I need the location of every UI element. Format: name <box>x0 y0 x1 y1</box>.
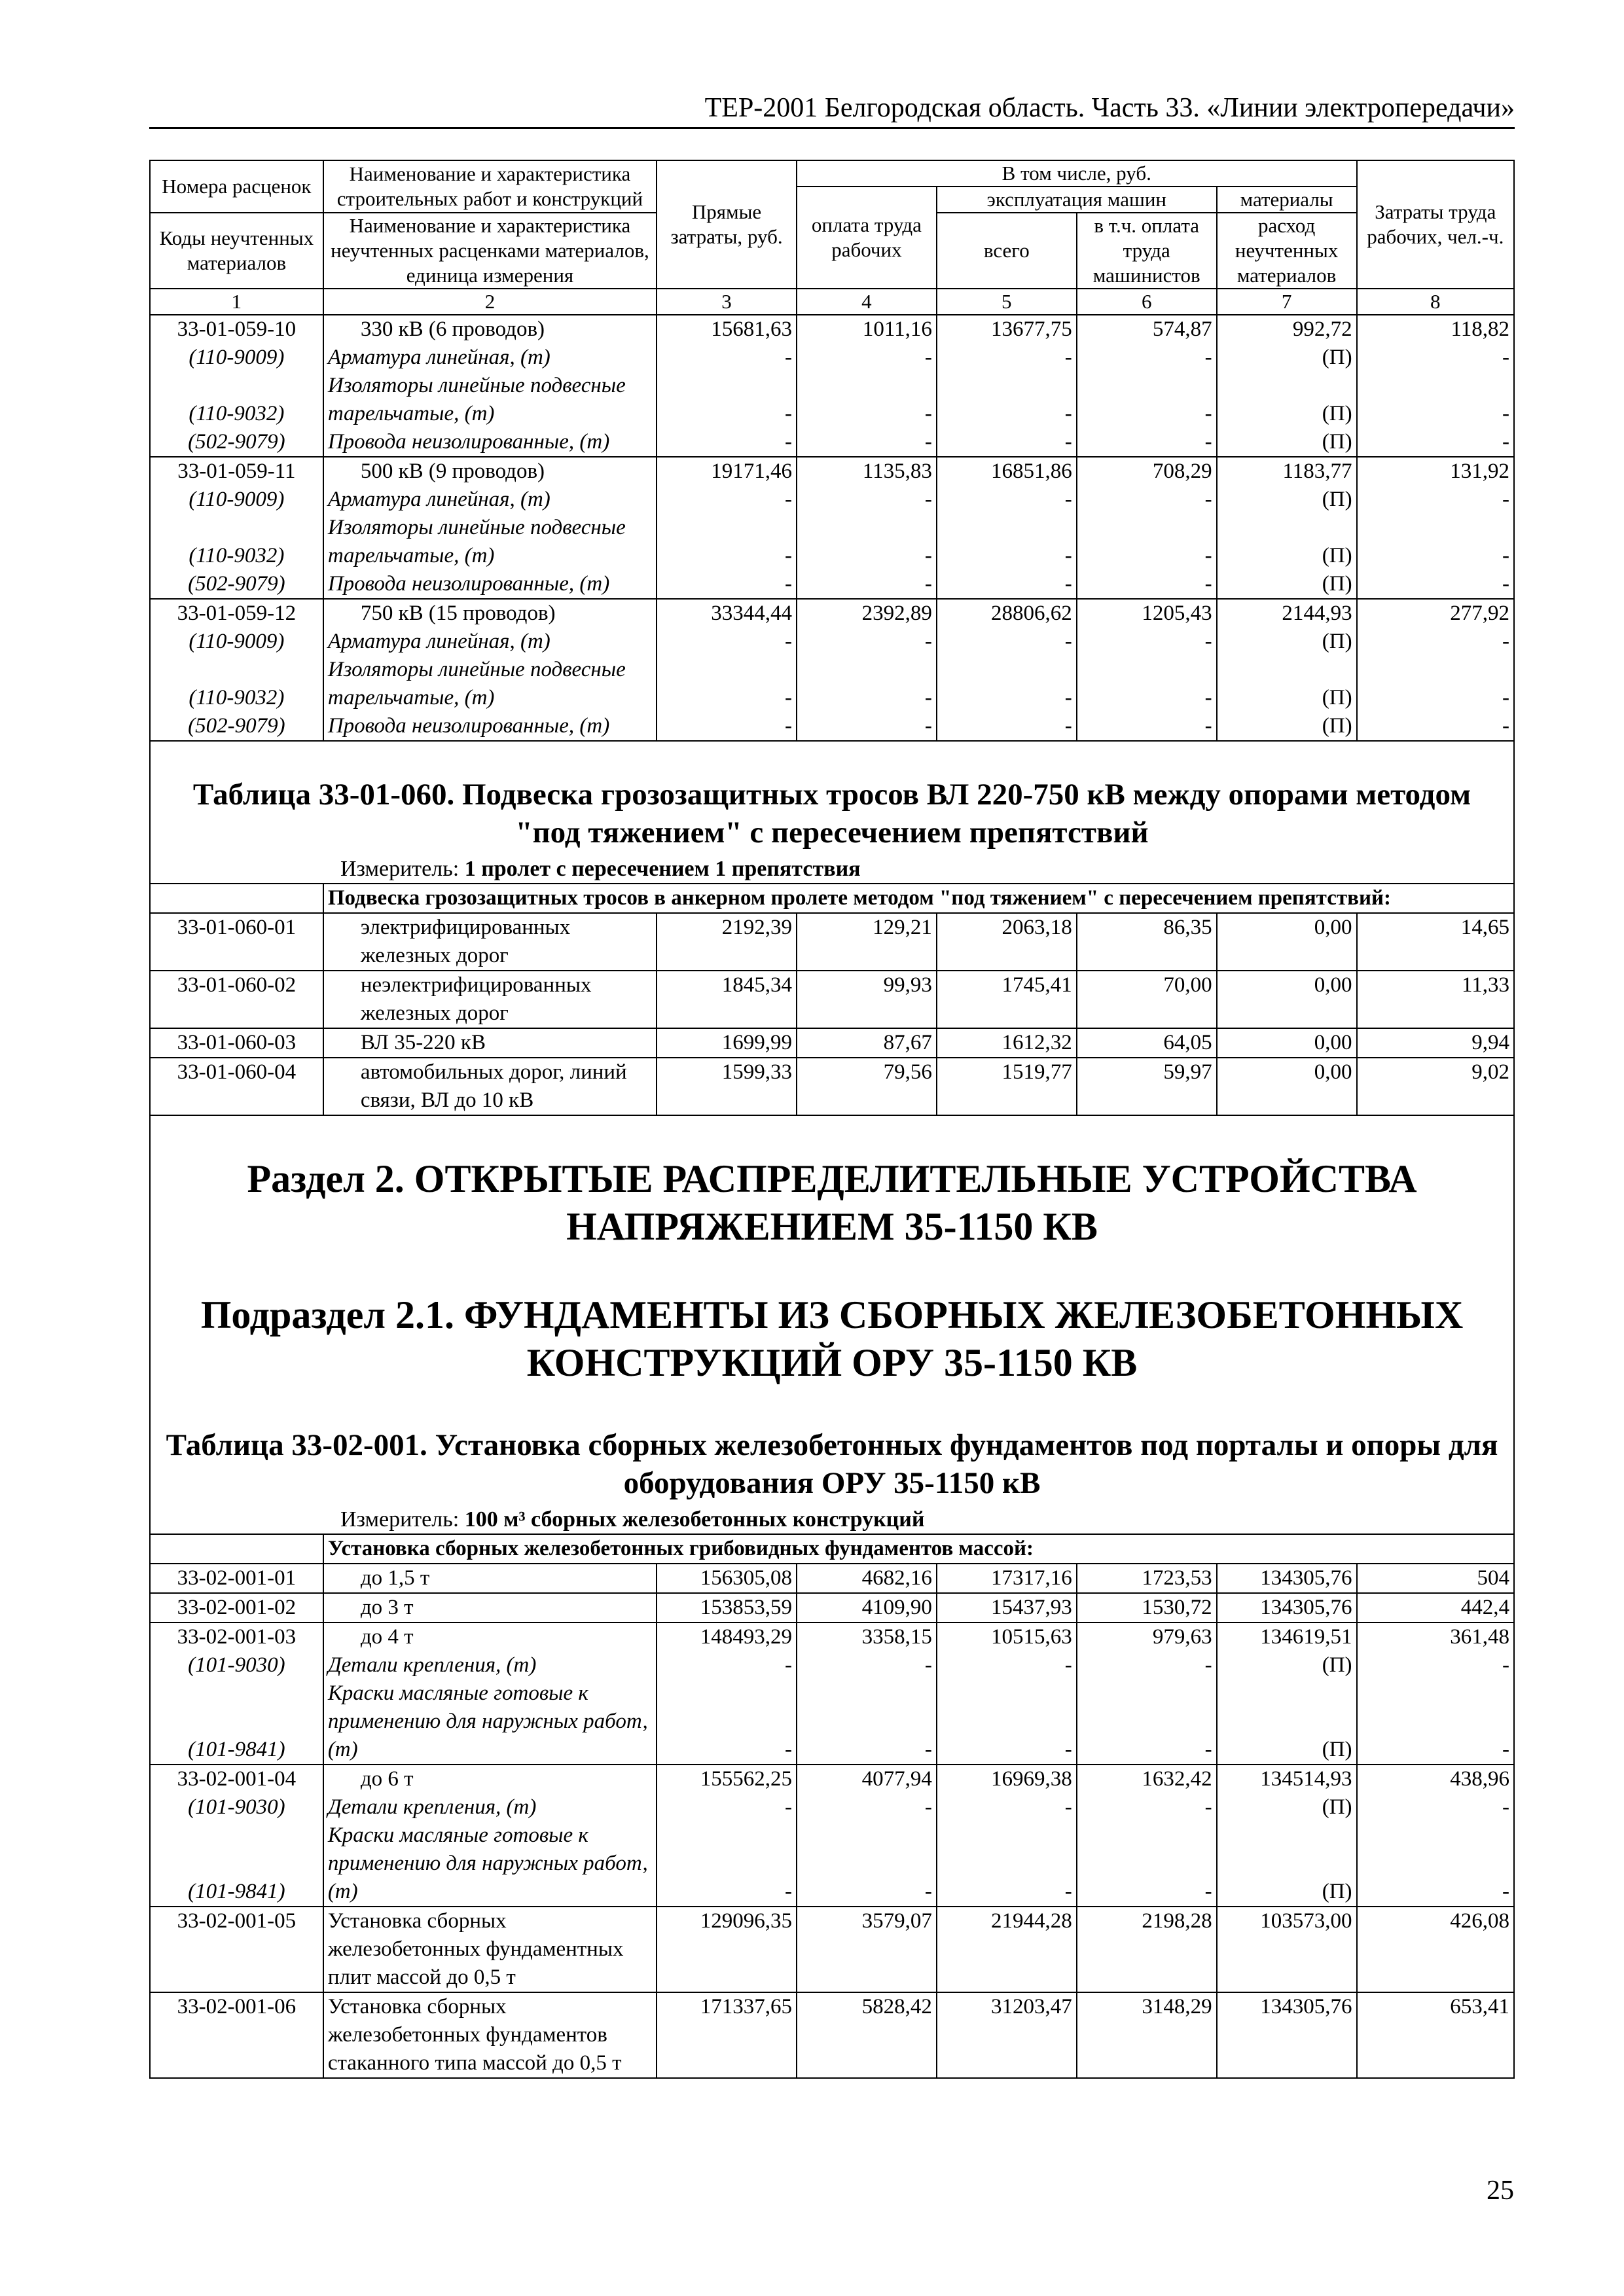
rates-table-060 <box>149 883 1515 1116</box>
rate-name-cell-text: до 4 т <box>360 1625 414 1649</box>
rate-name-cell-text: 330 кВ (6 проводов) <box>360 317 545 341</box>
material-code-cell: (502-9079) <box>150 570 323 599</box>
machine-total-cell: - <box>937 712 1077 741</box>
labor-pay-cell: 4682,16 <box>797 1564 937 1593</box>
labor-hours-cell: - <box>1357 1679 1514 1765</box>
direct-costs-cell: 33344,44 <box>657 599 797 628</box>
operator-pay-cell: 59,97 <box>1077 1058 1217 1115</box>
labor-pay-cell: 99,93 <box>797 971 937 1028</box>
table-060-heading <box>149 742 1515 883</box>
material-row <box>150 344 1514 372</box>
labor-hours-cell: - <box>1357 486 1514 514</box>
machine-total-cell: 31203,47 <box>937 1992 1077 2078</box>
operator-pay-cell: - <box>1077 486 1217 514</box>
table-row <box>150 1058 1514 1115</box>
material-row <box>150 628 1514 656</box>
machine-total-cell: - <box>937 628 1077 656</box>
material-code-cell: (110-9009) <box>150 486 323 514</box>
rate-code-cell: 33-01-060-04 <box>150 1058 323 1115</box>
material-row <box>150 656 1514 712</box>
materials-cell: (П) <box>1217 428 1357 457</box>
labor-hours-cell: 14,65 <box>1357 913 1514 971</box>
direct-costs-cell: 153853,59 <box>657 1593 797 1623</box>
machine-total-cell: 28806,62 <box>937 599 1077 628</box>
header-unaccounted-materials: расход неучтенных материалов <box>1217 213 1357 289</box>
materials-cell: 0,00 <box>1217 971 1357 1028</box>
labor-pay-cell: - <box>797 1679 937 1765</box>
labor-pay-cell: 4109,90 <box>797 1593 937 1623</box>
material-name-cell: Арматура линейная, (т) <box>323 628 657 656</box>
labor-pay-cell: - <box>797 486 937 514</box>
labor-pay-cell: 1011,16 <box>797 315 937 344</box>
running-header-text: ТЕР-2001 Белгородская область. Часть 33. «Линии электропередачи» <box>704 93 1515 123</box>
operator-pay-cell: - <box>1077 428 1217 457</box>
materials-cell: (П) <box>1217 486 1357 514</box>
direct-costs-cell: - <box>657 1679 797 1765</box>
table-row <box>150 1992 1514 2078</box>
material-row <box>150 1821 1514 1907</box>
rate-name-cell-text: 750 кВ (15 проводов) <box>360 601 556 625</box>
material-code-cell: (502-9079) <box>150 712 323 741</box>
operator-pay-cell: 2198,28 <box>1077 1907 1217 1992</box>
operator-pay-cell: - <box>1077 372 1217 428</box>
rate-name-cell <box>323 913 657 971</box>
table-row <box>150 913 1514 971</box>
material-row <box>150 428 1514 457</box>
direct-costs-cell: - <box>657 372 797 428</box>
header-operator-pay: в т.ч. оплата труда машинистов <box>1077 213 1217 289</box>
rate-name-cell-text: неэлектрифицированных железных дорог <box>360 973 592 1025</box>
direct-costs-cell: 1599,33 <box>657 1058 797 1115</box>
machine-total-cell: 15437,93 <box>937 1593 1077 1623</box>
machine-total-cell: - <box>937 656 1077 712</box>
rate-name-cell <box>323 1028 657 1058</box>
labor-hours-cell: - <box>1357 1651 1514 1679</box>
materials-cell: 134619,51 <box>1217 1623 1357 1651</box>
rate-code-cell: 33-01-059-10 <box>150 315 323 344</box>
direct-costs-cell: - <box>657 1821 797 1907</box>
material-code-cell: (110-9009) <box>150 628 323 656</box>
direct-costs-cell: - <box>657 514 797 570</box>
labor-hours-cell: - <box>1357 1793 1514 1821</box>
direct-costs-cell: - <box>657 428 797 457</box>
column-number: 5 <box>937 289 1077 315</box>
labor-hours-cell: 9,94 <box>1357 1028 1514 1058</box>
operator-pay-cell: 1530,72 <box>1077 1593 1217 1623</box>
column-number: 8 <box>1357 289 1514 315</box>
section-heading-block <box>149 1116 1515 1534</box>
material-name-cell: Краски масляные готовые к применению для наружных работ, (т) <box>323 1821 657 1907</box>
operator-pay-cell: - <box>1077 1651 1217 1679</box>
table-060-body <box>150 884 1514 1115</box>
meter-label: Измеритель: <box>340 1507 460 1532</box>
direct-costs-cell: - <box>657 570 797 599</box>
labor-hours-cell: - <box>1357 1821 1514 1907</box>
column-number: 6 <box>1077 289 1217 315</box>
direct-costs-cell: - <box>657 1651 797 1679</box>
labor-hours-cell: 131,92 <box>1357 457 1514 486</box>
labor-hours-cell: - <box>1357 628 1514 656</box>
table-row <box>150 1028 1514 1058</box>
operator-pay-cell: 979,63 <box>1077 1623 1217 1651</box>
operator-pay-cell: 86,35 <box>1077 913 1217 971</box>
material-code-cell: (101-9841) <box>150 1821 323 1907</box>
operator-pay-cell: 3148,29 <box>1077 1992 1217 2078</box>
labor-hours-cell: 442,4 <box>1357 1593 1514 1623</box>
machine-total-cell: 17317,16 <box>937 1564 1077 1593</box>
materials-cell: (П) <box>1217 628 1357 656</box>
direct-costs-cell: 171337,65 <box>657 1992 797 2078</box>
material-code-cell: (101-9030) <box>150 1651 323 1679</box>
table-059-body <box>150 315 1514 741</box>
machine-total-cell: - <box>937 570 1077 599</box>
header-including: В том числе, руб. <box>797 160 1357 187</box>
material-code-cell: (110-9032) <box>150 372 323 428</box>
materials-cell: (П) <box>1217 1793 1357 1821</box>
materials-cell: 103573,00 <box>1217 1907 1357 1992</box>
rate-name-cell <box>323 599 657 628</box>
subsection-title: Подраздел 2.1. ФУНДАМЕНТЫ ИЗ СБОРНЫХ ЖЕЛЕЗОБЕТОННЫХ КОНСТРУКЦИЙ ОРУ 35-1150 КВ <box>200 1293 1464 1384</box>
machine-total-cell: 10515,63 <box>937 1623 1077 1651</box>
rate-code-cell: 33-02-001-06 <box>150 1992 323 2078</box>
operator-pay-cell: 708,29 <box>1077 457 1217 486</box>
material-row <box>150 372 1514 428</box>
labor-pay-cell: 79,56 <box>797 1058 937 1115</box>
machine-total-cell: 1745,41 <box>937 971 1077 1028</box>
rate-code-cell: 33-02-001-05 <box>150 1907 323 1992</box>
table-header <box>150 160 1514 315</box>
table-row <box>150 1907 1514 1992</box>
labor-pay-cell: 129,21 <box>797 913 937 971</box>
direct-costs-cell: 1845,34 <box>657 971 797 1028</box>
direct-costs-cell: 2192,39 <box>657 913 797 971</box>
rate-code-cell: 33-02-001-01 <box>150 1564 323 1593</box>
materials-cell: (П) <box>1217 344 1357 372</box>
rate-name-cell <box>323 1623 657 1651</box>
operator-pay-cell: 64,05 <box>1077 1028 1217 1058</box>
table-02-001-meter <box>151 1502 1513 1534</box>
labor-hours-cell: - <box>1357 656 1514 712</box>
rate-name-cell-text: до 1,5 т <box>360 1566 430 1590</box>
rate-name-cell <box>323 1593 657 1623</box>
materials-cell: (П) <box>1217 570 1357 599</box>
rates-table-059 <box>149 160 1515 742</box>
direct-costs-cell: 155562,25 <box>657 1765 797 1793</box>
material-name-cell: Изоляторы линейные подвесные тарельчатые, (т) <box>323 372 657 428</box>
material-row <box>150 1793 1514 1821</box>
direct-costs-cell: 148493,29 <box>657 1623 797 1651</box>
direct-costs-cell: - <box>657 712 797 741</box>
table-02-001-body <box>150 1534 1514 2078</box>
machine-total-cell: 16851,86 <box>937 457 1077 486</box>
materials-cell: 0,00 <box>1217 1028 1357 1058</box>
machine-total-cell: - <box>937 486 1077 514</box>
machine-total-cell: - <box>937 428 1077 457</box>
column-number: 4 <box>797 289 937 315</box>
direct-costs-cell: - <box>657 1793 797 1821</box>
header-materials: материалы <box>1217 187 1357 213</box>
rate-code-cell: 33-02-001-03 <box>150 1623 323 1651</box>
labor-pay-cell: - <box>797 372 937 428</box>
material-row <box>150 1679 1514 1765</box>
rate-code-cell: 33-01-060-01 <box>150 913 323 971</box>
operator-pay-cell: 1723,53 <box>1077 1564 1217 1593</box>
header-work-name: Наименование и характеристика строительных работ и конструкций <box>323 160 657 213</box>
material-name-cell: Арматура линейная, (т) <box>323 344 657 372</box>
operator-pay-cell: - <box>1077 712 1217 741</box>
header-machine-operation: эксплуатация машин <box>937 187 1217 213</box>
operator-pay-cell: 1205,43 <box>1077 599 1217 628</box>
materials-cell: 1183,77 <box>1217 457 1357 486</box>
direct-costs-cell: 129096,35 <box>657 1907 797 1992</box>
table-02-001-title: Таблица 33-02-001. Установка сборных железобетонных фундаментов под порталы и опоры для оборудования ОРУ 35-1150 кВ <box>166 1428 1498 1500</box>
rates-table-02-001 <box>149 1534 1515 2079</box>
labor-pay-cell: - <box>797 514 937 570</box>
rate-name-cell <box>323 315 657 344</box>
column-number: 2 <box>323 289 657 315</box>
labor-pay-cell: - <box>797 1821 937 1907</box>
rate-name-cell <box>323 457 657 486</box>
operator-pay-cell: 1632,42 <box>1077 1765 1217 1793</box>
machine-total-cell: 1519,77 <box>937 1058 1077 1115</box>
machine-total-cell: - <box>937 372 1077 428</box>
meter-value: 1 пролет с пересечением 1 препятствия <box>464 857 861 881</box>
rate-name-cell: Установка сборных железобетонных фундаментных плит массой до 0,5 т <box>323 1907 657 1992</box>
rate-code-cell: 33-02-001-04 <box>150 1765 323 1793</box>
header-labor-pay: оплата труда рабочих <box>797 187 937 289</box>
table-row <box>150 1564 1514 1593</box>
labor-pay-cell: 4077,94 <box>797 1765 937 1793</box>
operator-pay-cell: - <box>1077 570 1217 599</box>
direct-costs-cell: 156305,08 <box>657 1564 797 1593</box>
labor-hours-cell: 426,08 <box>1357 1907 1514 1992</box>
materials-cell: (П) <box>1217 1651 1357 1679</box>
rate-name-cell: Установка сборных железобетонных фундаментов стаканного типа массой до 0,5 т <box>323 1992 657 2078</box>
material-code-cell: (101-9841) <box>150 1679 323 1765</box>
rate-code-cell: 33-01-060-02 <box>150 971 323 1028</box>
materials-cell: 0,00 <box>1217 913 1357 971</box>
materials-cell: 0,00 <box>1217 1058 1357 1115</box>
direct-costs-cell: - <box>657 656 797 712</box>
materials-cell: 2144,93 <box>1217 599 1357 628</box>
labor-hours-cell: - <box>1357 428 1514 457</box>
page-number: 25 <box>1487 2176 1514 2206</box>
header-rate-codes: Номера расценок <box>150 160 323 213</box>
rate-name-cell-text: 500 кВ (9 проводов) <box>360 459 545 483</box>
labor-pay-cell: 87,67 <box>797 1028 937 1058</box>
labor-hours-cell: 361,48 <box>1357 1623 1514 1651</box>
labor-pay-cell: - <box>797 628 937 656</box>
rate-code-cell: 33-01-059-12 <box>150 599 323 628</box>
machine-total-cell: 1612,32 <box>937 1028 1077 1058</box>
header-material-codes: Коды неучтенных материалов <box>150 213 323 289</box>
table-060-title: Таблица 33-01-060. Подвеска грозозащитных тросов ВЛ 220-750 кВ между опорами методом "под тяжением" с пересечением препятствий <box>192 778 1471 850</box>
direct-costs-cell: 1699,99 <box>657 1028 797 1058</box>
operator-pay-cell: 70,00 <box>1077 971 1217 1028</box>
group-row <box>150 884 1514 913</box>
labor-pay-cell: - <box>797 1651 937 1679</box>
material-row <box>150 712 1514 741</box>
direct-costs-cell: - <box>657 344 797 372</box>
rate-code-cell: 33-01-060-03 <box>150 1028 323 1058</box>
labor-pay-cell: - <box>797 428 937 457</box>
header-machine-total: всего <box>937 213 1077 289</box>
rate-name-cell-text: электрифицированных железных дорог <box>360 916 571 967</box>
rate-name-cell <box>323 1765 657 1793</box>
page-content <box>149 160 1515 2079</box>
labor-hours-cell: 653,41 <box>1357 1992 1514 2078</box>
operator-pay-cell: - <box>1077 1821 1217 1907</box>
materials-cell: (П) <box>1217 372 1357 428</box>
labor-hours-cell: - <box>1357 344 1514 372</box>
machine-total-cell: 21944,28 <box>937 1907 1077 1992</box>
machine-total-cell: 13677,75 <box>937 315 1077 344</box>
machine-total-cell: - <box>937 1793 1077 1821</box>
operator-pay-cell: - <box>1077 656 1217 712</box>
labor-pay-cell: 3358,15 <box>797 1623 937 1651</box>
material-name-cell: Детали крепления, (т) <box>323 1793 657 1821</box>
labor-hours-cell: 277,92 <box>1357 599 1514 628</box>
table-row <box>150 1765 1514 1793</box>
material-row <box>150 514 1514 570</box>
machine-total-cell: 16969,38 <box>937 1765 1077 1793</box>
labor-hours-cell: 11,33 <box>1357 971 1514 1028</box>
rate-name-cell-text: до 3 т <box>360 1596 414 1619</box>
machine-total-cell: - <box>937 1651 1077 1679</box>
column-number: 1 <box>150 289 323 315</box>
machine-total-cell: - <box>937 514 1077 570</box>
labor-pay-cell: 1135,83 <box>797 457 937 486</box>
material-row <box>150 570 1514 599</box>
labor-pay-cell: - <box>797 570 937 599</box>
material-code-cell: (110-9032) <box>150 656 323 712</box>
materials-cell: 134305,76 <box>1217 1992 1357 2078</box>
material-name-cell: Провода неизолированные, (т) <box>323 428 657 457</box>
material-name-cell: Изоляторы линейные подвесные тарельчатые, (т) <box>323 656 657 712</box>
direct-costs-cell: - <box>657 486 797 514</box>
header-direct-costs: Прямые затраты, руб. <box>657 160 797 289</box>
direct-costs-cell: 19171,46 <box>657 457 797 486</box>
material-code-cell: (101-9030) <box>150 1793 323 1821</box>
labor-pay-cell: - <box>797 712 937 741</box>
material-row <box>150 1651 1514 1679</box>
meter-label: Измеритель: <box>340 857 460 881</box>
labor-pay-cell: 5828,42 <box>797 1992 937 2078</box>
column-number: 7 <box>1217 289 1357 315</box>
materials-cell: 992,72 <box>1217 315 1357 344</box>
labor-hours-cell: - <box>1357 372 1514 428</box>
labor-pay-cell: - <box>797 1793 937 1821</box>
rate-code-cell: 33-02-001-02 <box>150 1593 323 1623</box>
material-code-cell: (110-9009) <box>150 344 323 372</box>
materials-cell: (П) <box>1217 1679 1357 1765</box>
group-row <box>150 1534 1514 1564</box>
table-row <box>150 599 1514 628</box>
operator-pay-cell: - <box>1077 1793 1217 1821</box>
material-name-cell: Детали крепления, (т) <box>323 1651 657 1679</box>
operator-pay-cell: - <box>1077 1679 1217 1765</box>
labor-hours-cell: - <box>1357 570 1514 599</box>
labor-hours-cell: 118,82 <box>1357 315 1514 344</box>
rate-name-cell <box>323 1564 657 1593</box>
material-code-cell: (110-9032) <box>150 514 323 570</box>
rate-name-cell-text: ВЛ 35-220 кВ <box>360 1031 486 1054</box>
material-name-cell: Провода неизолированные, (т) <box>323 712 657 741</box>
header-labor-costs: Затраты труда рабочих, чел.-ч. <box>1357 160 1514 289</box>
labor-hours-cell: 438,96 <box>1357 1765 1514 1793</box>
group-title: Установка сборных железобетонных грибовидных фундаментов массой: <box>323 1534 1514 1564</box>
operator-pay-cell: 574,87 <box>1077 315 1217 344</box>
table-row <box>150 1593 1514 1623</box>
material-row <box>150 486 1514 514</box>
operator-pay-cell: - <box>1077 514 1217 570</box>
table-row <box>150 315 1514 344</box>
rate-code-cell: 33-01-059-11 <box>150 457 323 486</box>
labor-hours-cell: 9,02 <box>1357 1058 1514 1115</box>
labor-pay-cell: - <box>797 344 937 372</box>
machine-total-cell: - <box>937 344 1077 372</box>
section-title: Раздел 2. ОТКРЫТЫЕ РАСПРЕДЕЛИТЕЛЬНЫЕ УСТРОЙСТВА НАПРЯЖЕНИЕМ 35-1150 КВ <box>247 1157 1417 1248</box>
table-row <box>150 971 1514 1028</box>
rate-name-cell-text: автомобильных дорог, линий связи, ВЛ до 10 кВ <box>360 1060 627 1112</box>
machine-total-cell: - <box>937 1821 1077 1907</box>
header-material-name: Наименование и характеристика неучтенных расценками материалов, единица измерения <box>323 213 657 289</box>
material-name-cell: Провода неизолированные, (т) <box>323 570 657 599</box>
meter-value: 100 м³ сборных железобетонных конструкций <box>464 1507 925 1532</box>
labor-pay-cell: 2392,89 <box>797 599 937 628</box>
running-header <box>149 90 1515 129</box>
labor-hours-cell: - <box>1357 712 1514 741</box>
materials-cell: (П) <box>1217 1821 1357 1907</box>
column-numbers-row <box>150 289 1514 315</box>
materials-cell: (П) <box>1217 712 1357 741</box>
column-number: 3 <box>657 289 797 315</box>
table-row <box>150 1623 1514 1651</box>
machine-total-cell: - <box>937 1679 1077 1765</box>
labor-pay-cell: 3579,07 <box>797 1907 937 1992</box>
material-code-cell: (502-9079) <box>150 428 323 457</box>
labor-hours-cell: - <box>1357 514 1514 570</box>
table-060-meter <box>151 852 1513 883</box>
direct-costs-cell: - <box>657 628 797 656</box>
rate-name-cell-text: до 6 т <box>360 1767 414 1791</box>
material-name-cell: Изоляторы линейные подвесные тарельчатые, (т) <box>323 514 657 570</box>
materials-cell: (П) <box>1217 514 1357 570</box>
direct-costs-cell: 15681,63 <box>657 315 797 344</box>
materials-cell: (П) <box>1217 656 1357 712</box>
group-title: Подвеска грозозащитных тросов в анкерном пролете методом "под тяжением" с пересечением препятствий: <box>323 884 1514 913</box>
materials-cell: 134514,93 <box>1217 1765 1357 1793</box>
materials-cell: 134305,76 <box>1217 1564 1357 1593</box>
material-name-cell: Краски масляные готовые к применению для наружных работ, (т) <box>323 1679 657 1765</box>
labor-pay-cell: - <box>797 656 937 712</box>
operator-pay-cell: - <box>1077 628 1217 656</box>
rate-name-cell <box>323 1058 657 1115</box>
material-name-cell: Арматура линейная, (т) <box>323 486 657 514</box>
table-row <box>150 457 1514 486</box>
labor-hours-cell: 504 <box>1357 1564 1514 1593</box>
materials-cell: 134305,76 <box>1217 1593 1357 1623</box>
operator-pay-cell: - <box>1077 344 1217 372</box>
machine-total-cell: 2063,18 <box>937 913 1077 971</box>
rate-name-cell <box>323 971 657 1028</box>
